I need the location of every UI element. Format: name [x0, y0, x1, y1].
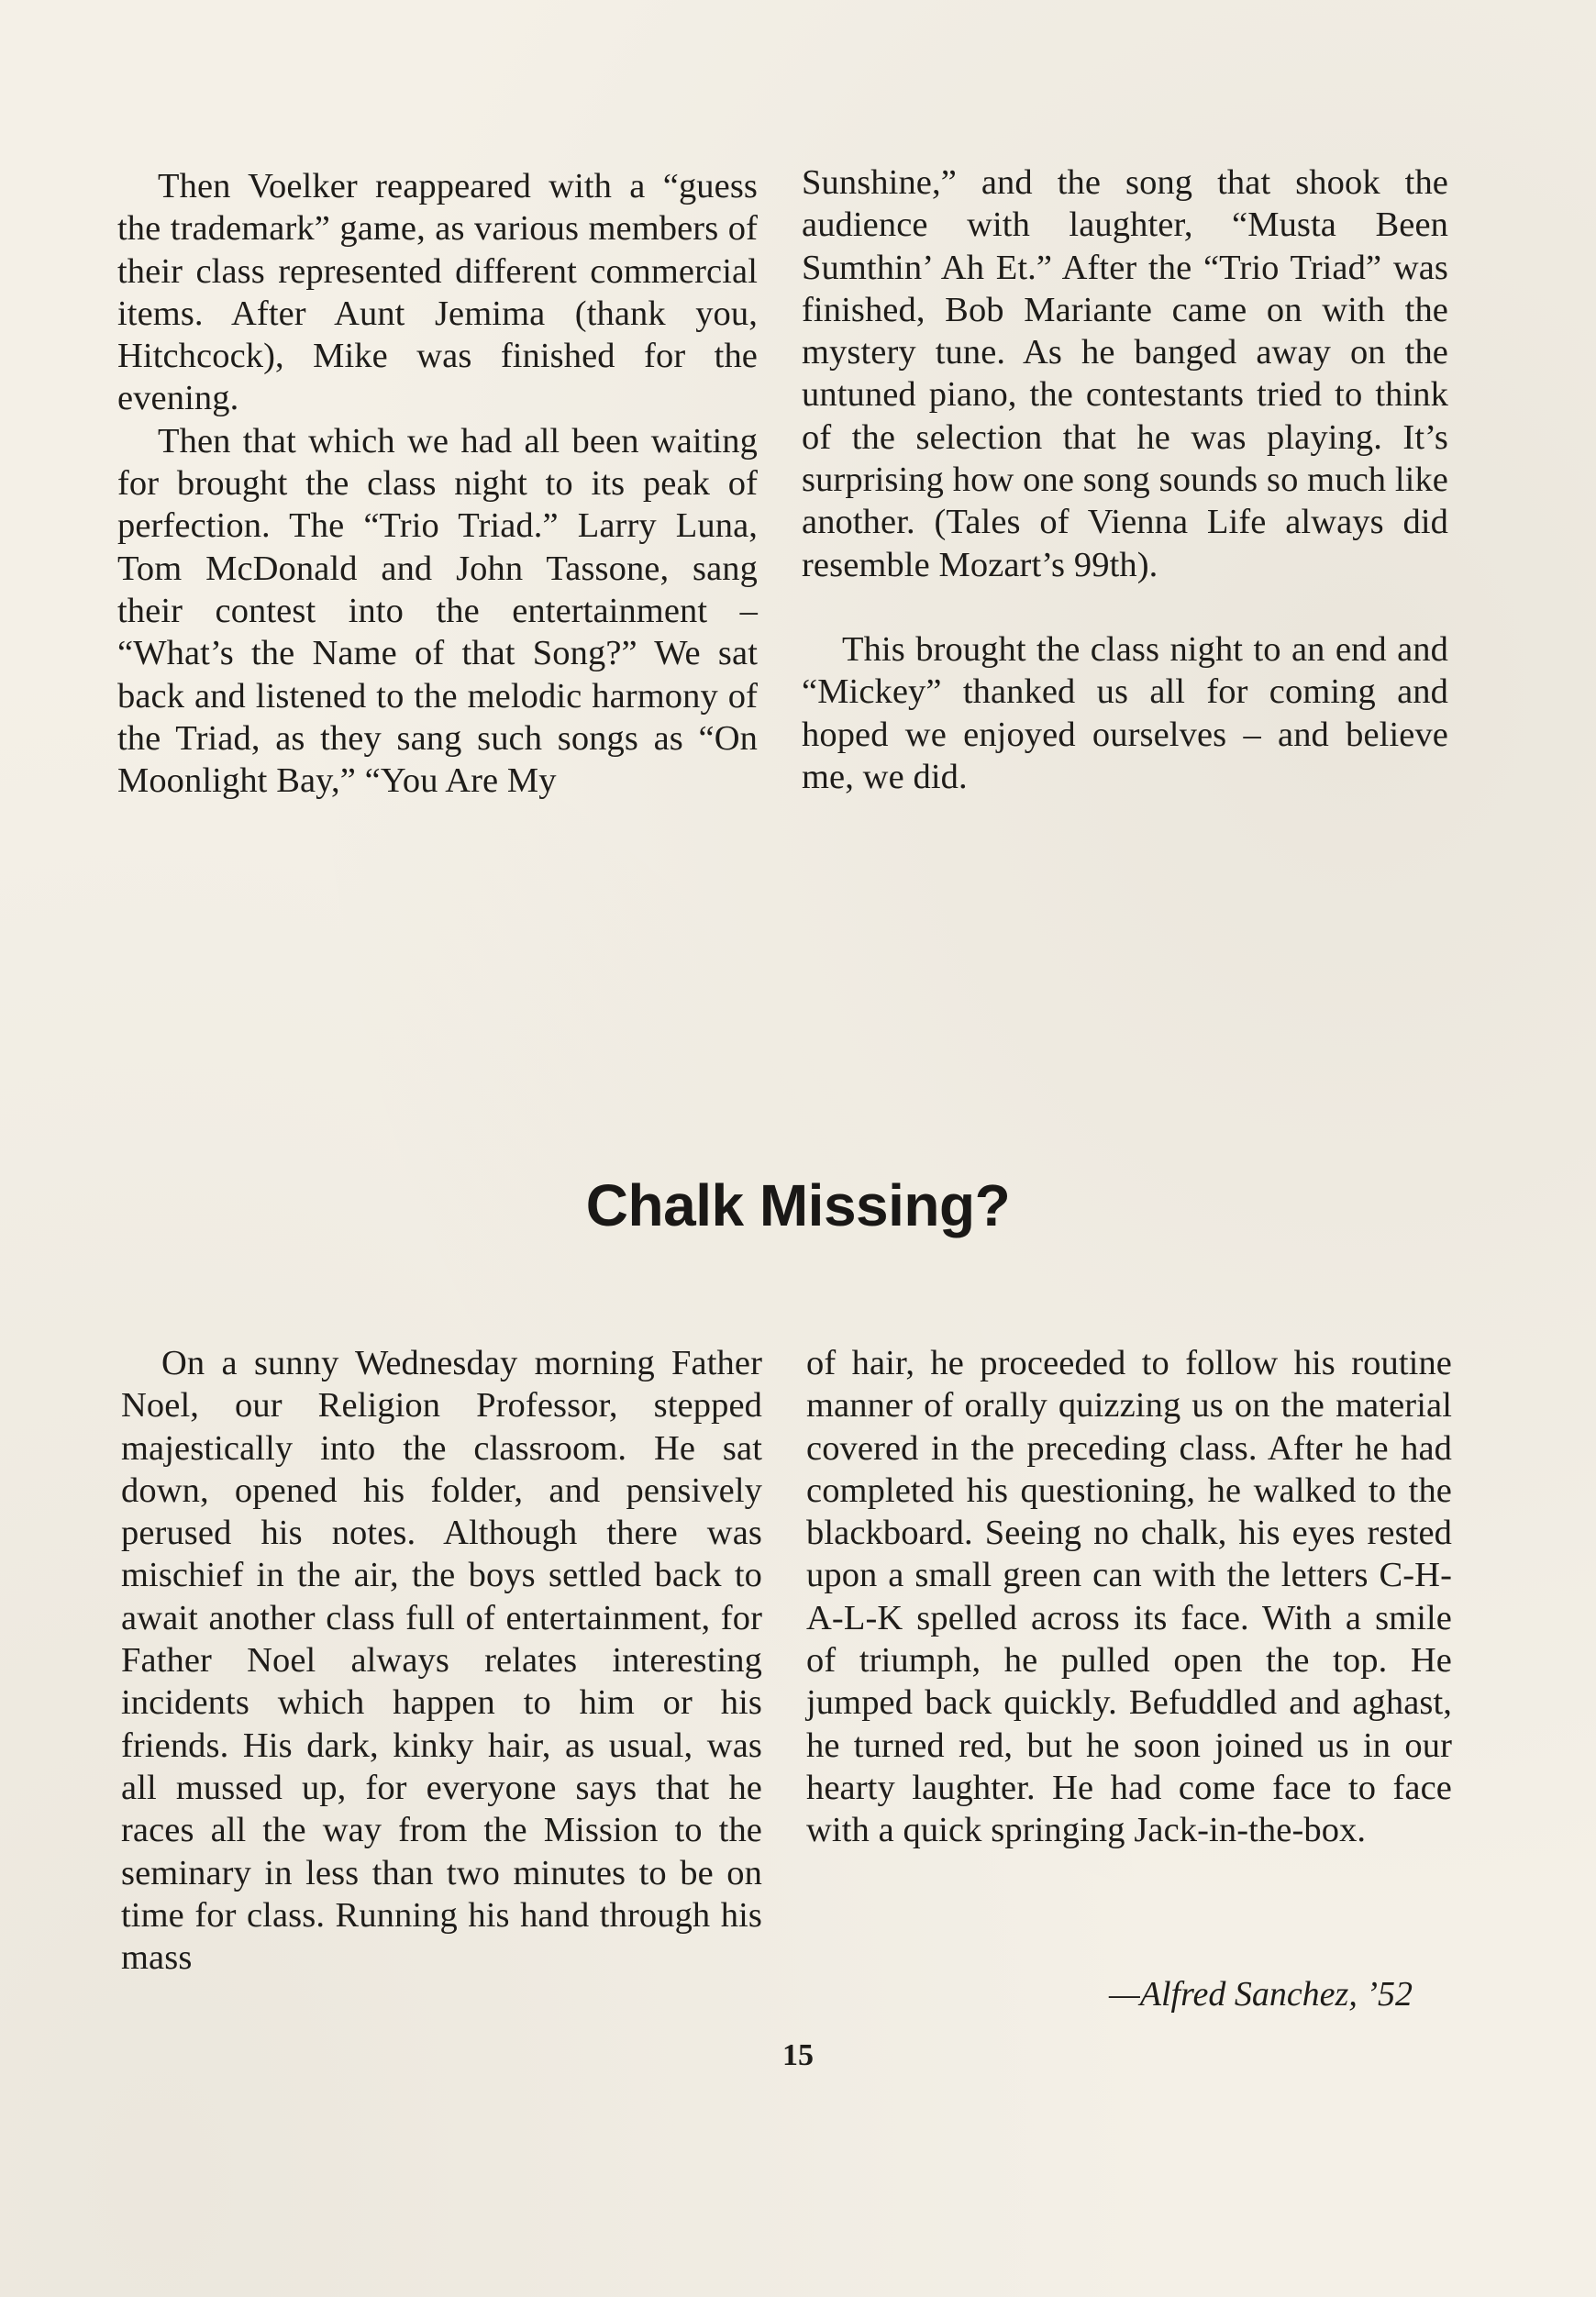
page-number: 15: [782, 2038, 814, 2072]
article-two-paragraph: On a sunny Wednesday morning Father Noel, our Religion Professor, stepped majestically into the classroom. He sat down, opened his folder, and pensively perused his notes. Although there was mischief in the air, the boys settled back to await another class full of entertainment, for Father Noel always relates interesting incidents which happen to him or his friends. His dark, kinky hair, as usual, was all mussed up, for everyone says that he races all the way from the Mission to the seminary in less than two minutes to be on time for class. Running his hand through his mass: [121, 1344, 762, 1978]
article-one-paragraph: This brought the class night to an end and “Mickey” thanked us all for coming and hoped we enjoyed ourselves – and believe me, we did.: [802, 629, 1448, 796]
article-title: Chalk Missing?: [585, 1172, 1011, 1238]
author-byline: —Alfred Sanchez, ’52: [1108, 1975, 1413, 2014]
article-one-paragraph: Then that which we had all been waiting for brought the class night to its peak of perfection. The “Trio Triad.” Larry Luna, Tom McDonald and John Tassone, sang their contest into the entertainment – “What’s the Name of that Song?” We sat back and listened to the melodic harmony of the Triad, as they sang such songs as “On Moonlight Bay,” “You Are My: [117, 421, 758, 801]
article-one-paragraph: Sunshine,” and the song that shook the audience with laughter, “Musta Been Sumthin’ Ah Et.” After the “Trio Triad” was finished, Bob Mariante came on with the mystery tune. As he banged away on the untuned piano, the contestants tried to think of the selection that he was playing. It’s surprising how one song sounds so much like another. (Tales of Vienna Life always did resemble Mozart’s 99th).: [802, 163, 1448, 584]
article-two-left-column: [121, 1342, 762, 1979]
article-two-paragraph: of hair, he proceeded to follow his routine manner of orally quizzing us on the material covered in the preceding class. After he had completed his questioning, he walked to the blackboard. Seeing no chalk, his eyes rested upon a small green can with the letters C-H-A-L-K spelled across its face. With a smile of triumph, he pulled open the top. He jumped back quickly. Befuddled and aghast, he turned red, but he soon joined us in our hearty laughter. He had come face to face with a quick springing Jack-in-the-box.: [806, 1344, 1452, 1850]
article-two-right-column: [806, 1342, 1452, 1852]
article-one-right-column: [802, 161, 1448, 798]
article-one-paragraph: Then Voelker reappeared with a “guess the trademark” game, as various members of their class represented different commercial items. After Aunt Jemima (thank you, Hitchcock), Mike was finished for the evening.: [117, 167, 758, 418]
article-one-left-column: [117, 165, 758, 802]
